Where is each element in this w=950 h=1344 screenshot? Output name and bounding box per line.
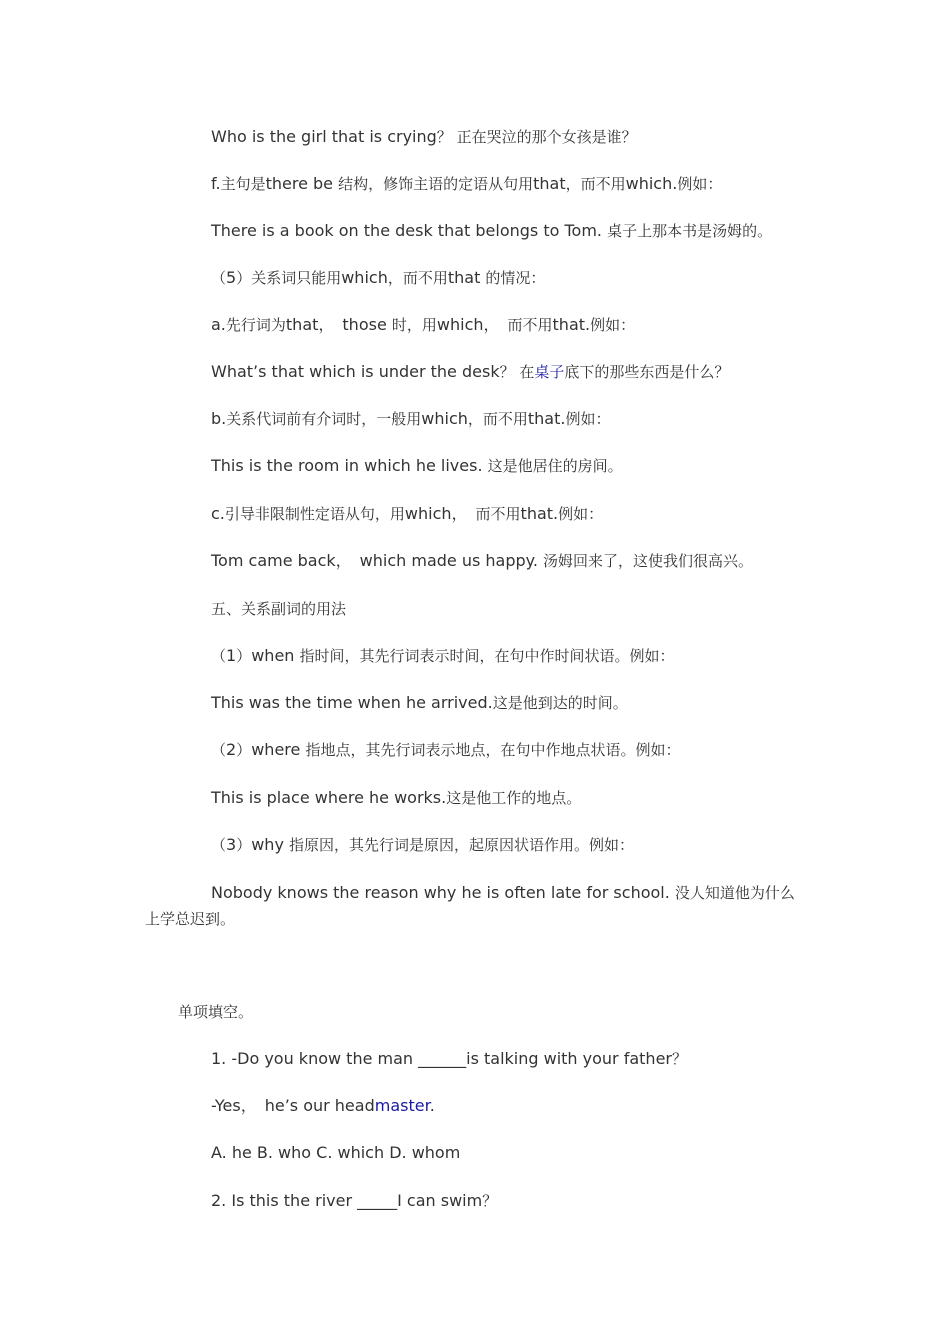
text-run: 单项填空。 <box>178 1003 254 1021</box>
text-run: 例如： <box>677 175 723 193</box>
text-run: c. <box>211 504 225 523</box>
english-text: This was the time when he arrived. <box>211 693 493 712</box>
english-text: Who is the girl that is crying <box>211 127 437 146</box>
chinese-text: ？ 正在哭泣的那个女孩是谁？ <box>436 128 637 146</box>
chinese-text: 这是他到达的时间。 <box>492 694 628 712</box>
text-run: ，而不用 <box>467 410 528 428</box>
text-run: b. <box>211 409 227 428</box>
exercise-heading <box>178 1001 253 1023</box>
text-run: 五、关系副词的用法 <box>211 600 347 618</box>
text-run: 关系代词前有介词时，一般用 <box>226 410 422 428</box>
text-run: ，而不用 <box>565 175 626 193</box>
text-run: 5 <box>226 268 237 287</box>
chinese-text: 汤姆回来了，这使我们很高兴。 <box>543 552 754 570</box>
section-heading-relative-adverbs <box>211 598 346 620</box>
english-text: This is the room in which he lives. <box>211 456 488 475</box>
text-run: 先行词为 <box>225 316 286 334</box>
text-run: 例如： <box>590 316 636 334</box>
text-run: when <box>251 646 300 665</box>
text-run: which， <box>436 315 508 334</box>
rule-2-where <box>211 739 680 761</box>
example-sentence-crying <box>211 126 637 148</box>
text-run: that， those <box>285 315 392 334</box>
text-run: why <box>251 835 289 854</box>
text-run: （ <box>211 741 227 759</box>
text-run: 指地点，其先行词表示地点，在句中作地点状语。例如： <box>305 741 681 759</box>
english-text: What’s that which is under the desk <box>211 362 500 381</box>
english-text: 1. -Do you know the man ______is talking with your father <box>211 1049 672 1068</box>
example-sentence-works <box>211 787 581 809</box>
text-run: ） <box>236 647 252 665</box>
rule-f-there-be <box>211 173 722 195</box>
english-text: Tom came back， which made us happy. <box>211 551 544 570</box>
example-sentence-book <box>211 220 772 242</box>
chinese-text: 这是他工作的地点。 <box>446 789 582 807</box>
text-run: ）关系词只能用 <box>236 269 342 287</box>
text-run: that. <box>520 504 559 523</box>
chinese-text: 桌子上那本书是汤姆的。 <box>607 222 773 240</box>
text-run: ） <box>236 741 252 759</box>
english-text: This is place where he works. <box>211 788 447 807</box>
text-run: f. <box>211 174 221 193</box>
text-run: （ <box>211 647 227 665</box>
text-run: that <box>533 174 566 193</box>
text-run: there be <box>265 174 339 193</box>
text-run: that <box>447 268 486 287</box>
text-run: 指原因，其先行词是原因，起原因状语作用。例如： <box>289 836 635 854</box>
text-run: （ <box>211 269 227 287</box>
text-run: that. <box>527 409 566 428</box>
chinese-text: 没人知道他为什么上学总迟到。 <box>145 884 795 928</box>
text-run: 结构，修饰主语的定语从句用 <box>338 175 534 193</box>
text-run: that. <box>552 315 591 334</box>
text-run: ，而不用 <box>387 269 448 287</box>
english-text: -Yes， he’s our head <box>211 1096 375 1115</box>
example-sentence-desk <box>211 361 729 383</box>
english-text: 2. Is this the river _____I can swim <box>211 1191 483 1210</box>
text-run: 的情况： <box>485 269 546 287</box>
text-run: ） <box>236 836 252 854</box>
link-master[interactable]: master <box>374 1096 430 1115</box>
text-run: which， <box>404 504 476 523</box>
text-run: a. <box>211 315 226 334</box>
text-run: （ <box>211 836 227 854</box>
text-run: 主句是 <box>220 175 266 193</box>
rule-1-when <box>211 645 675 667</box>
english-text: There is a book on the desk that belongs to Tom. <box>211 221 608 240</box>
text-run: 指时间，其先行词表示时间，在句中作时间状语。例如： <box>299 647 675 665</box>
text-run: ？ <box>671 1050 687 1068</box>
text-run: ？ 在 <box>499 363 535 381</box>
rule-3-why <box>211 834 634 856</box>
text-run: 1 <box>226 646 237 665</box>
example-sentence-tom <box>211 550 753 572</box>
text-run: where <box>251 740 306 759</box>
example-sentence-room <box>211 455 623 477</box>
text-run: 例如： <box>558 505 604 523</box>
question-1 <box>211 1048 687 1070</box>
example-sentence-arrived <box>211 692 628 714</box>
text-run: 例如： <box>565 410 611 428</box>
question-1-options <box>211 1142 460 1164</box>
question-1-answer-line <box>211 1095 435 1117</box>
text-run: 2 <box>226 740 237 759</box>
text-run: 而不用 <box>507 316 553 334</box>
chinese-text: 这是他居住的房间。 <box>487 457 623 475</box>
english-text: A. he B. who C. which D. whom <box>211 1143 461 1162</box>
rule-c-nonrestrictive <box>211 503 603 525</box>
text-run: ？ <box>482 1192 498 1210</box>
text-run: which. <box>625 174 678 193</box>
text-run: 引导非限制性定语从句，用 <box>224 505 405 523</box>
rule-b-preposition <box>211 408 610 430</box>
text-run: which <box>421 409 468 428</box>
rule-5-which-only <box>211 267 545 289</box>
link-desk[interactable]: 桌子 <box>534 363 565 381</box>
text-run: 时，用 <box>391 316 437 334</box>
question-2 <box>211 1190 497 1212</box>
text-run: 底下的那些东西是什么？ <box>564 363 730 381</box>
text-run: 3 <box>226 835 237 854</box>
rule-a-antecedent-that <box>211 314 635 336</box>
text-run: which <box>341 268 388 287</box>
english-text: Nobody knows the reason why he is often late for school. <box>211 883 675 902</box>
text-run: 而不用 <box>475 505 521 523</box>
example-sentence-late <box>145 880 805 932</box>
text-run: . <box>429 1096 435 1115</box>
